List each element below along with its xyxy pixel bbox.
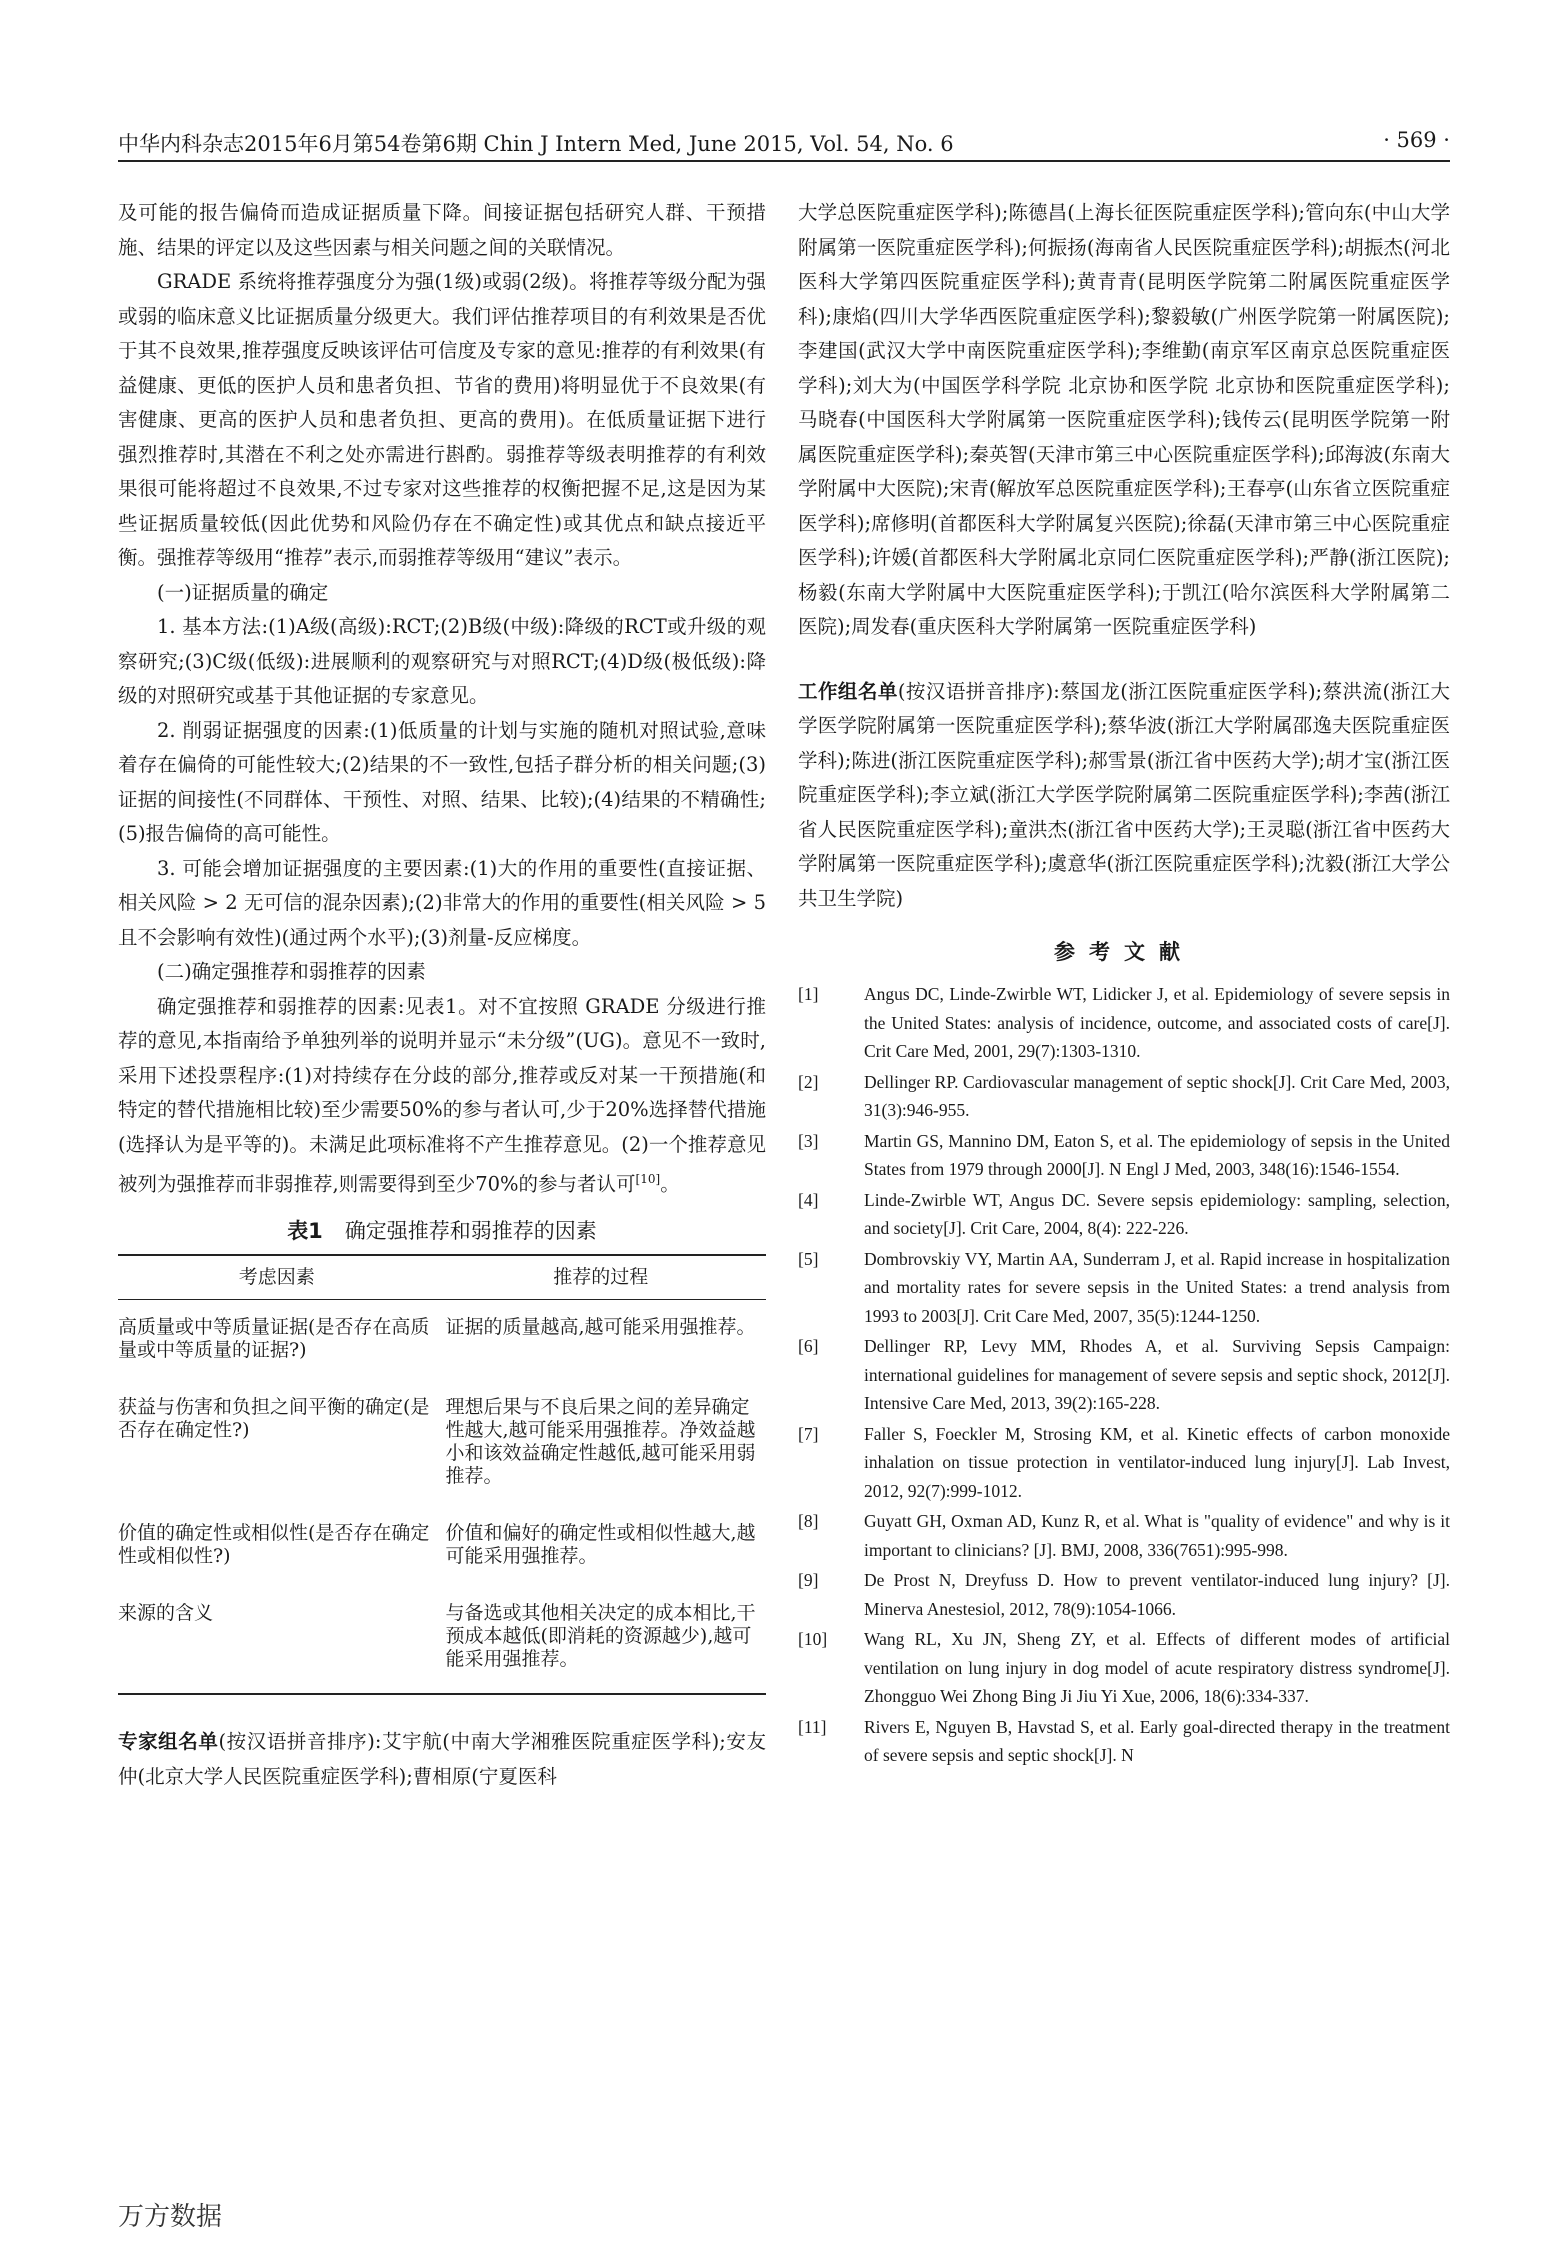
paragraph: 2. 削弱证据强度的因素:(1)低质量的计划与实施的随机对照试验,意味着存在偏倚的可能性较大;(2)结果的不一致性,包括子群分析的相关问题;(3)证据的间接性(不同群体、干预性、对照、结果、比较);(4)结果的不精确性;(5)报告偏倚的高可能性。 bbox=[118, 718, 766, 845]
reference-text: Guyatt GH, Oxman AD, Kunz R, et al. What is "quality of evidence" and why is it important to clinicians? [J]. BMJ, 2008, 336(7651):995-998. bbox=[864, 1511, 1450, 1560]
table-cell: 证据的质量越高,越可能采用强推荐。 bbox=[445, 1316, 756, 1338]
table-header-row bbox=[118, 1255, 766, 1300]
reference-item bbox=[798, 1127, 1450, 1184]
reference-number: [3] bbox=[798, 1130, 819, 1151]
left-column bbox=[118, 196, 766, 1794]
reference-item bbox=[798, 1245, 1450, 1331]
running-header bbox=[118, 128, 1450, 162]
working-group-list bbox=[798, 675, 1450, 917]
table-cell: 获益与伤害和负担之间平衡的确定(是否存在确定性?) bbox=[118, 1396, 430, 1441]
reference-text: Angus DC, Linde-Zwirble WT, Lidicker J, et al. Epidemiology of severe sepsis in the United States: analysis of incidence, outcome, and associated costs of care[J]. Crit Care Med, 2001, 29(7):1303-1310. bbox=[864, 984, 1450, 1061]
right-column bbox=[798, 196, 1450, 1772]
reference-text: Dombrovskiy VY, Martin AA, Sunderram J, et al. Rapid increase in hospitalization and mortality rates for severe sepsis in the United States: a trend analysis from 1993 to 2003[J]. Crit Care Med, 2007, 35(5):1244-1250. bbox=[864, 1248, 1450, 1326]
paragraph bbox=[798, 675, 1450, 917]
reference-number: [11] bbox=[798, 1716, 827, 1737]
expert-list-label: 专家组名单 bbox=[118, 1730, 219, 1753]
reference-text: Dellinger RP, Levy MM, Rhodes A, et al. Surviving Sepsis Campaign: international guidelines for management of severe sepsis and septic shock, 2012[J]. Intensive Care Med, 2013, 39(2):165-228. bbox=[864, 1336, 1450, 1413]
table-title: 确定强推荐和弱推荐的因素 bbox=[344, 1219, 597, 1243]
paragraph: 及可能的报告偏倚而造成证据质量下降。间接证据包括研究人群、干预措施、结果的评定以及这些因素与相关问题之间的关联情况。 bbox=[118, 201, 766, 259]
paragraph: GRADE 系统将推荐强度分为强(1级)或弱(2级)。将推荐等级分配为强或弱的临床意义比证据质量分级更大。我们评估推荐项目的有利效果是否优于其不良效果,推荐强度反映该评估可信度及专家的意见:推荐的有利效果(有益健康、更低的医护人员和患者负担、节省的费用)将明显优于不良效果(有害健康、更高的医护人员和患者负担、更高的费用)。在低质量证据下进行强烈推荐时,其潜在不利之处亦需进行斟酌。弱推荐等级表明推荐的有利效果很可能将超过不良效果,不过专家对这些推荐的权衡把握不足,这是因为某些证据质量较低(因此优势和风险仍存在不确定性)或其优点和缺点接近平衡。强推荐等级用“推荐”表示,而弱推荐等级用“建议”表示。 bbox=[118, 270, 766, 569]
journal-citation: 中华内科杂志2015年6月第54卷第6期 Chin J Intern Med, June 2015, Vol. 54, No. 6 bbox=[118, 132, 954, 156]
reference-item bbox=[798, 1625, 1450, 1711]
reference-item bbox=[798, 1566, 1450, 1623]
reference-item bbox=[798, 1713, 1450, 1770]
reference-item bbox=[798, 1332, 1450, 1418]
reference-text: De Prost N, Dreyfuss D. How to prevent ventilator-induced lung injury? [J]. Minerva Anestesiol, 2012, 78(9):1054-1066. bbox=[864, 1570, 1450, 1619]
reference-number: [1] bbox=[798, 984, 819, 1004]
reference-number: [6] bbox=[798, 1336, 819, 1356]
section-heading: (一)证据质量的确定 bbox=[157, 580, 329, 604]
paragraph: 3. 可能会增加证据强度的主要因素:(1)大的作用的重要性(直接证据、相关风险 > 2 无可信的混杂因素);(2)非常大的作用的重要性(相关风险 > 5 且不会影响有效性)(通过两个水平);(3)剂量-反应梯度。 bbox=[118, 856, 766, 949]
table-cell: 理想后果与不良后果之间的差异确定性越大,越可能采用强推荐。净效益越小和该效益确定性越低,越可能采用弱推荐。 bbox=[445, 1396, 756, 1487]
reference-number: [9] bbox=[798, 1570, 819, 1590]
expert-list-continued bbox=[798, 196, 1450, 645]
table-row bbox=[118, 1506, 766, 1586]
reference-item bbox=[798, 980, 1450, 1066]
table-cell: 价值和偏好的确定性或相似性越大,越可能采用强推荐。 bbox=[445, 1522, 756, 1567]
table-1 bbox=[118, 1214, 766, 1695]
table-cell: 与备选或其他相关决定的成本相比,干预成本越低(即消耗的资源越少),越可能采用强推荐。 bbox=[436, 1586, 766, 1694]
table-cell: 高质量或中等质量证据(是否存在高质量或中等质量的证据?) bbox=[118, 1316, 430, 1361]
reference-number: [10] bbox=[798, 1629, 828, 1649]
reference-list bbox=[798, 980, 1450, 1770]
reference-text: Linde-Zwirble WT, Angus DC. Severe sepsis epidemiology: sampling, selection, and society[J]. Crit Care, 2004, 8(4): 222-226. bbox=[864, 1189, 1450, 1238]
paragraph-text: 确定强推荐和弱推荐的因素:见表1。对不宜按照 GRADE 分级进行推荐的意见,本指南给予单独列举的说明并显示“未分级”(UG)。意见不一致时,采用下述投票程序:(1)对持续存在分歧的部分,推荐或反对某一干预措施(和特定的替代措施相比较)至少需要50%的参与者认可,少于20%选择替代措施(选择认为是平等的)。未满足此项标准将不产生推荐意见。(2)一个推荐意见被列为强推荐而非弱推荐,则需要得到至少70%的参与者认可 bbox=[118, 994, 766, 1196]
factors-table bbox=[118, 1254, 766, 1695]
expert-list-text: (按汉语拼音排序):艾宇航(中南大学湘雅医院重症医学科);安友仲(北京大学人民医院重症医学科);曹相原(宁夏医科 bbox=[118, 1730, 766, 1788]
page-number: · 569 · bbox=[1383, 128, 1450, 152]
paragraph: 大学总医院重症医学科);陈德昌(上海长征医院重症医学科);管向东(中山大学附属第一医院重症医学科);何振扬(海南省人民医院重症医学科);胡振杰(河北医科大学第四医院重症医学科);黄青青(昆明医学院第二附属医院重症医学科);康焰(四川大学华西医院重症医学科);黎毅敏(广州医学院第一附属医院);李建国(武汉大学中南医院重症医学科);李维勤(南京军区南京总医院重症医学科);刘大为(中国医学科学院 北京协和医学院 北京协和医院重症医学科);马晓春(中国医科大学附属第一医院重症医学科);钱传云(昆明医学院第一附属医院重症医学科);秦英智(天津市第三中心医院重症医学科);邱海波(东南大学附属中大医院);宋青(解放军总医院重症医学科);王春亭(山东省立医院重症医学科);席修明(首都医科大学附属复兴医院);徐磊(天津市第三中心医院重症医学科);许媛(首都医科大学附属北京同仁医院重症医学科);严静(浙江医院);杨毅(东南大学附属中大医院重症医学科);于凯江(哈尔滨医科大学附属第二医院);周发春(重庆医科大学附属第一医院重症医学科) bbox=[798, 201, 1450, 638]
citation-ref: [10] bbox=[635, 1172, 661, 1186]
table-row bbox=[118, 1586, 766, 1694]
reference-text: Dellinger RP. Cardiovascular management of septic shock[J]. Crit Care Med, 2003, 31(3):946-955. bbox=[864, 1071, 1450, 1120]
reference-number: [8] bbox=[798, 1511, 819, 1531]
paragraph bbox=[118, 990, 766, 1203]
reference-number: [2] bbox=[798, 1071, 819, 1092]
reference-item bbox=[798, 1186, 1450, 1243]
paragraph bbox=[118, 1725, 766, 1794]
reference-text: Faller S, Foeckler M, Strosing KM, et al. Kinetic effects of carbon monoxide inhalation on tissue protection in ventilator-induced lung injury[J]. Lab Invest, 2012, 92(7):999-1012. bbox=[864, 1423, 1450, 1501]
reference-number: [7] bbox=[798, 1423, 819, 1444]
reference-item bbox=[798, 1420, 1450, 1506]
reference-text: Martin GS, Mannino DM, Eaton S, et al. The epidemiology of sepsis in the United States from 1979 through 2000[J]. N Engl J Med, 2003, 348(16):1546-1554. bbox=[864, 1130, 1450, 1179]
references-heading: 参考文献 bbox=[1054, 940, 1194, 964]
table-row bbox=[118, 1380, 766, 1506]
working-group-label: 工作组名单 bbox=[798, 679, 898, 703]
column-header: 考虑因素 bbox=[118, 1255, 436, 1300]
table-row bbox=[118, 1300, 766, 1381]
column-header: 推荐的过程 bbox=[436, 1255, 766, 1300]
table-cell: 价值的确定性或相似性(是否存在确定性或相似性?) bbox=[118, 1522, 430, 1567]
paragraph-end: 。 bbox=[660, 1172, 680, 1196]
reference-item bbox=[798, 1507, 1450, 1564]
expert-list-start bbox=[118, 1725, 766, 1794]
reference-number: [5] bbox=[798, 1248, 819, 1269]
watermark-footer: 万方数据 bbox=[118, 2202, 223, 2232]
table-caption bbox=[118, 1214, 766, 1248]
reference-item bbox=[798, 1068, 1450, 1125]
reference-text: Wang RL, Xu JN, Sheng ZY, et al. Effects of different modes of artificial ventilation on lung injury in dog model of acute respiratory distress syndrome[J]. Zhongguo Wei Zhong Bing Ji Jiu Yi Xue, 2006, 18(6):334-337. bbox=[864, 1629, 1450, 1706]
reference-text: Rivers E, Nguyen B, Havstad S, et al. Early goal-directed therapy in the treatment of severe sepsis and septic shock[J]. N bbox=[864, 1716, 1450, 1765]
section-heading: (二)确定强推荐和弱推荐的因素 bbox=[157, 960, 426, 983]
table-cell: 来源的含义 bbox=[118, 1586, 436, 1694]
table-label: 表1 bbox=[287, 1219, 323, 1243]
working-group-text: (按汉语拼音排序):蔡国龙(浙江医院重症医学科);蔡洪流(浙江大学医学院附属第一医院重症医学科);蔡华波(浙江大学附属邵逸夫医院重症医学科);陈进(浙江医院重症医学科);郝雪景(浙江省中医药大学);胡才宝(浙江医院重症医学科);李立斌(浙江大学医学院附属第二医院重症医学科);李茜(浙江省人民医院重症医学科);童洪杰(浙江省中医药大学);王灵聪(浙江省中医药大学附属第一医院重症医学科);虞意华(浙江医院重症医学科);沈毅(浙江大学公共卫生学院) bbox=[798, 679, 1450, 910]
reference-number: [4] bbox=[798, 1189, 819, 1210]
paragraph: 1. 基本方法:(1)A级(高级):RCT;(2)B级(中级):降级的RCT或升级的观察研究;(3)C级(低级):进展顺利的观察研究与对照RCT;(4)D级(极低级):降级的对照研究或基于其他证据的专家意见。 bbox=[118, 615, 766, 707]
